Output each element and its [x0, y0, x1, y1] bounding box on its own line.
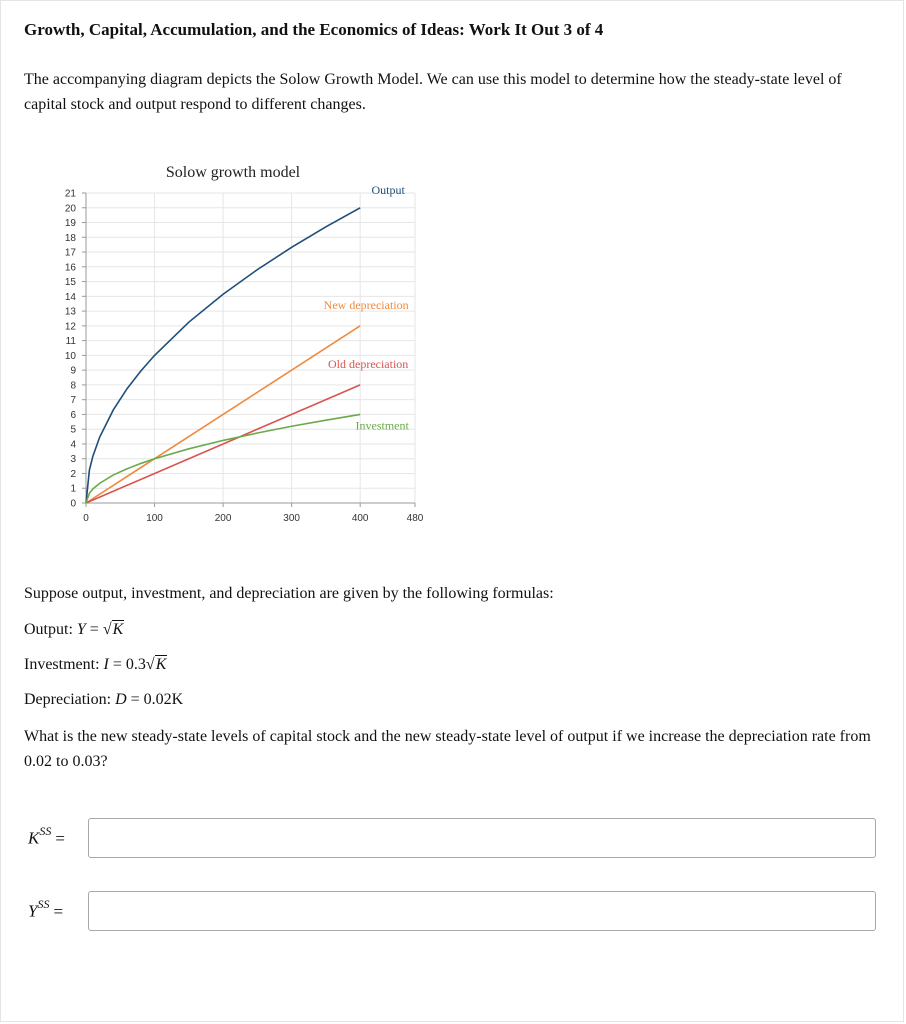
y-tick-label: 9	[70, 365, 76, 377]
series-label-output: Output	[371, 182, 405, 197]
y-tick-label: 2	[70, 468, 76, 480]
depreciation-formula-lhs: D	[115, 691, 127, 708]
k-symbol: K	[28, 828, 40, 848]
x-tick-label: 200	[214, 513, 232, 524]
x-tick-label: 480	[406, 513, 424, 524]
y-tick-label: 7	[70, 395, 76, 407]
y-superscript: SS	[37, 897, 50, 911]
depreciation-formula-label: Depreciation:	[24, 691, 112, 708]
output-formula: Output: Y = √K	[24, 621, 124, 638]
formulas-intro: Suppose output, investment, and depreciation are given by the following formulas:	[24, 585, 554, 602]
y-tick-label: 8	[70, 380, 76, 392]
k-equals: =	[55, 828, 65, 848]
y-tick-label: 6	[70, 409, 76, 421]
y-tick-label: 11	[65, 336, 76, 348]
y-tick-label: 1	[70, 483, 76, 495]
k-superscript: SS	[39, 824, 52, 838]
chart-grid	[86, 193, 415, 503]
k-ss-label	[28, 826, 65, 849]
k-ss-input[interactable]	[88, 818, 876, 858]
x-tick-label: 100	[146, 513, 163, 524]
y-tick-label: 18	[64, 232, 76, 244]
y-tick-label: 17	[64, 247, 76, 259]
y-tick-label: 10	[64, 350, 76, 362]
investment-formula-arg: K	[155, 656, 167, 673]
y-tick-label: 20	[64, 203, 76, 215]
y-tick-label: 0	[70, 498, 76, 510]
y-tick-label: 19	[64, 218, 76, 230]
question-text: What is the new steady-state levels of capital stock and the new steady-state level of output if we increase the depreciation rate from 0.02 to 0.03?	[24, 728, 871, 770]
series-label-old-depreciation: Old depreciation	[328, 356, 409, 371]
series-label-new-depreciation: New depreciation	[323, 297, 409, 312]
y-tick-label: 21	[64, 188, 76, 200]
y-tick-label: 4	[70, 439, 76, 451]
depreciation-formula-rhs: 0.02K	[143, 691, 184, 708]
y-tick-label: 13	[64, 306, 76, 318]
y-tick-label: 3	[70, 454, 76, 466]
solow-chart	[0, 150, 460, 530]
x-tick-label: 300	[283, 513, 300, 524]
chart-title: Solow growth model	[165, 164, 301, 181]
output-formula-arg: K	[112, 621, 124, 638]
y-tick-label: 16	[64, 262, 76, 274]
y-tick-label: 12	[64, 321, 76, 333]
depreciation-formula: Depreciation: D = 0.02K	[24, 691, 184, 708]
investment-formula-lhs: I	[103, 656, 109, 673]
sqrt-symbol: √K	[102, 621, 124, 638]
y-ss-input[interactable]	[88, 891, 876, 931]
output-formula-label: Output:	[24, 621, 73, 638]
y-ss-label	[28, 899, 63, 922]
y-tick-label: 5	[70, 424, 76, 436]
y-equals: =	[53, 901, 64, 921]
x-tick-label: 400	[351, 513, 369, 524]
y-tick-label: 15	[64, 277, 76, 289]
output-formula-lhs: Y	[76, 621, 86, 638]
y-symbol: Y	[28, 901, 38, 921]
investment-formula-coef: 0.3	[125, 656, 146, 673]
series-label-investment: Investment	[355, 418, 409, 433]
x-tick-label: 0	[83, 513, 89, 524]
investment-formula-label: Investment:	[24, 656, 100, 673]
y-tick-label: 14	[64, 291, 76, 303]
intro-text: The accompanying diagram depicts the Solow Growth Model. We can use this model to determine how the steady-state level of capital stock and output respond to different changes.	[24, 71, 842, 113]
sqrt-symbol: √K	[145, 656, 167, 673]
investment-formula: Investment: I = 0.3√K	[24, 656, 167, 673]
page-title: Growth, Capital, Accumulation, and the Economics of Ideas: Work It Out 3 of 4	[24, 20, 604, 39]
